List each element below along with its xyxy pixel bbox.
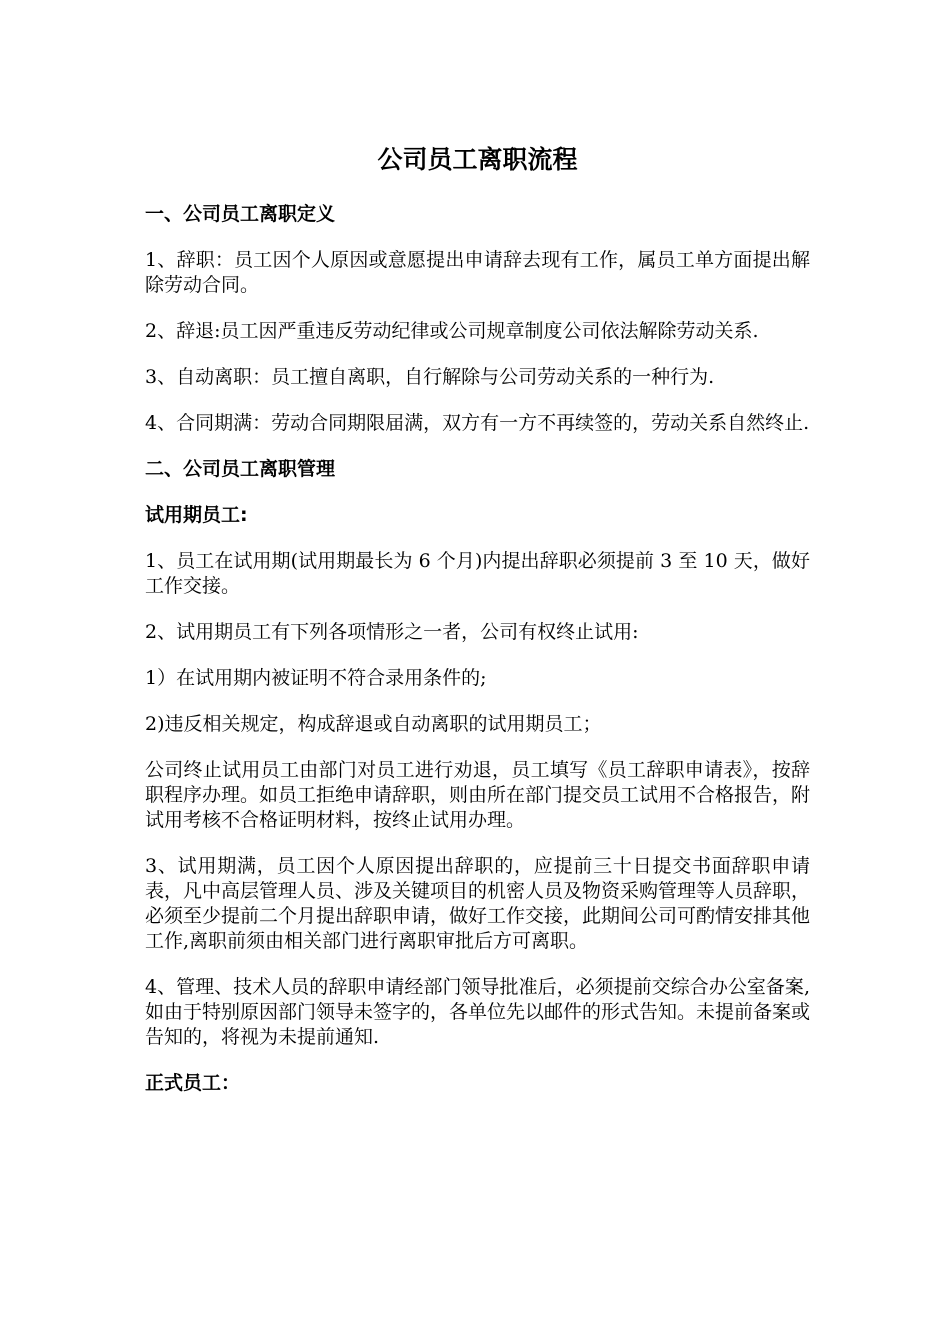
subheading-regular-staff: 正式员工： — [145, 1072, 241, 1094]
subheading-probation: 试用期员工: — [145, 504, 248, 526]
paragraph-management-filing: 4、管理、技术人员的辞职申请经部门领导批准后，必须提前交综合办公室备案,如由于特别原因部门领导未签字的，各单位先以邮件的形式告知。未提前备案或告知的，将视为未提前通知. — [145, 976, 811, 1048]
paragraph-self-departure: 3、自动离职：员工擅自离职，自行解除与公司劳动关系的一种行为. — [145, 366, 715, 388]
paragraph-probation-termination: 2、试用期员工有下列各项情形之一者，公司有权终止试用: — [145, 621, 639, 643]
paragraph-contract-expiry: 4、合同期满：劳动合同期限届满，双方有一方不再续签的，劳动关系自然终止. — [145, 412, 810, 434]
paragraph-probation-end: 3、试用期满，员工因个人原因提出辞职的，应提前三十日提交书面辞职申请表，凡中高层管理人员、涉及关键项目的机密人员及物资采购管理等人员辞职，必须至少提前二个月提出辞职申请，做好工作交接，此期间公司可酌情安排其他工作,离职前须由相关部门进行离职审批后方可离职。 — [145, 855, 811, 952]
paragraph-resignation: 1、辞职：员工因个人原因或意愿提出申请辞去现有工作，属员工单方面提出解除劳动合同。 — [145, 249, 810, 296]
list-item-condition-1: 1）在试用期内被证明不符合录用条件的; — [145, 667, 487, 689]
paragraph-probation-notice: 1、员工在试用期(试用期最长为 6 个月)内提出辞职必须提前 3 至 10 天，做好工作交接。 — [145, 550, 810, 597]
paragraph-termination-procedure: 公司终止试用员工由部门对员工进行劝退，员工填写《员工辞职申请表》，按辞职程序办理。如员工拒绝申请辞职，则由所在部门提交员工试用不合格报告，附试用考核不合格证明材料，按终止试用办理。 — [145, 759, 811, 831]
paragraph-dismissal: 2、辞退:员工因严重违反劳动纪律或公司规章制度公司依法解除劳动关系. — [145, 320, 759, 342]
document-title: 公司员工离职流程 — [377, 145, 578, 174]
section-heading-definition: 一、公司员工离职定义 — [145, 203, 336, 225]
section-heading-management: 二、公司员工离职管理 — [145, 458, 336, 480]
list-item-condition-2: 2)违反相关规定，构成辞退或自动离职的试用期员工； — [145, 713, 602, 735]
document-page — [145, 140, 810, 1117]
